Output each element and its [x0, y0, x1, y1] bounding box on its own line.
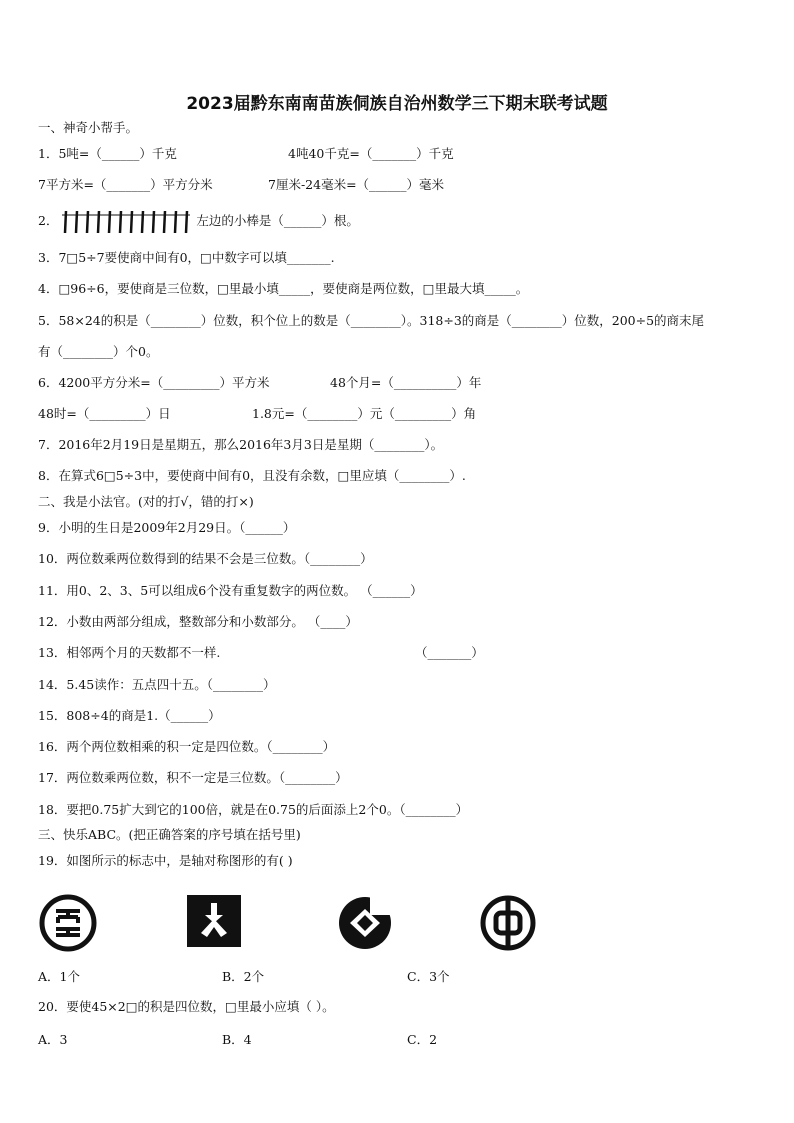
question-3: 3．7□5÷7要使商中间有0，□中数字可以填_______. [38, 250, 335, 265]
question-2-number: 2． [38, 213, 59, 228]
page-title: 2023届黔东南南苗族侗族自治州数学三下期末联考试题 [186, 94, 608, 114]
question-19: 19．如图所示的标志中，是轴对称图形的有( ) [38, 853, 293, 868]
question-17: 17．两位数乘两位数，积不一定是三位数。（________） [38, 770, 348, 785]
q19-option-b: B．2个 [222, 969, 265, 984]
question-5b: 有（________）个0。 [38, 344, 159, 359]
section-1-heading: 一、神奇小帮手。 [38, 120, 139, 135]
question-2-text: 左边的小棒是（______）根。 [196, 213, 359, 228]
question-6a: 6．4200平方分米=（_________）平方米 [38, 375, 270, 390]
question-6d: 1.8元=（________）元（_________）角 [252, 406, 477, 421]
question-7: 7．2016年2月19日是星期五，那么2016年3月3日是星期（________）。 [38, 437, 444, 452]
question-8: 8．在算式6□5÷3中，要使商中间有0，且没有余数，□里应填（________）. [38, 468, 466, 483]
question-2 [38, 208, 359, 235]
section-3-heading: 三、快乐ABC。(把正确答案的序号填在括号里) [38, 827, 301, 842]
question-6b: 48个月=（__________）年 [330, 375, 482, 390]
q19-option-a: A．1个 [38, 969, 80, 984]
question-11: 11．用0、2、3、5可以组成6个没有重复数字的两位数。 （______） [38, 583, 423, 598]
question-16: 16．两个两位数相乘的积一定是四位数。（________） [38, 739, 336, 754]
q19-option-c: C．3个 [407, 969, 450, 984]
question-1c: 7平方米=（_______）平方分米 [38, 177, 213, 192]
question-4: 4．□96÷6，要使商是三位数，□里最小填_____，要使商是两位数，□里最大填_____。 [38, 281, 529, 296]
question-9: 9．小明的生日是2009年2月29日。（______） [38, 520, 296, 535]
sticks-icon [62, 209, 190, 235]
question-13: 13．相邻两个月的天数都不一样. [38, 645, 221, 660]
question-15: 15．808÷4的商是1.（______） [38, 708, 221, 723]
question-10: 10．两位数乘两位数得到的结果不会是三位数。（________） [38, 551, 373, 566]
question-1a: 1．5吨=（______）千克 [38, 146, 177, 161]
question-12: 12．小数由两部分组成，整数部分和小数部分。 （____） [38, 614, 358, 629]
question-14: 14．5.45读作：五点四十五。（________） [38, 677, 276, 692]
q20-option-a: A．3 [38, 1032, 68, 1047]
boc-logo-icon [478, 893, 538, 953]
section-2-heading: 二、我是小法官。(对的打√，错的打×) [38, 494, 254, 509]
icbc-logo-icon [38, 893, 98, 953]
question-13-answer: （_______） [415, 645, 484, 660]
question-20: 20．要使45×2□的积是四位数，□里最小应填（ ）。 [38, 999, 335, 1014]
ccb-logo-icon [336, 893, 394, 951]
question-5a: 5．58×24的积是（________）位数，积个位上的数是（________）。318÷3的商是（________）位数，200÷5的商末尾 [38, 313, 705, 328]
question-1b: 4吨40千克=（_______）千克 [288, 146, 454, 161]
q20-option-b: B．4 [222, 1032, 252, 1047]
question-1d: 7厘米-24毫米=（______）毫米 [268, 177, 445, 192]
cmb-logo-icon [187, 893, 243, 949]
question-6c: 48时=（_________）日 [38, 406, 171, 421]
q20-option-c: C．2 [407, 1032, 438, 1047]
question-18: 18．要把0.75扩大到它的100倍，就是在0.75的后面添上2个0。（________） [38, 802, 469, 817]
